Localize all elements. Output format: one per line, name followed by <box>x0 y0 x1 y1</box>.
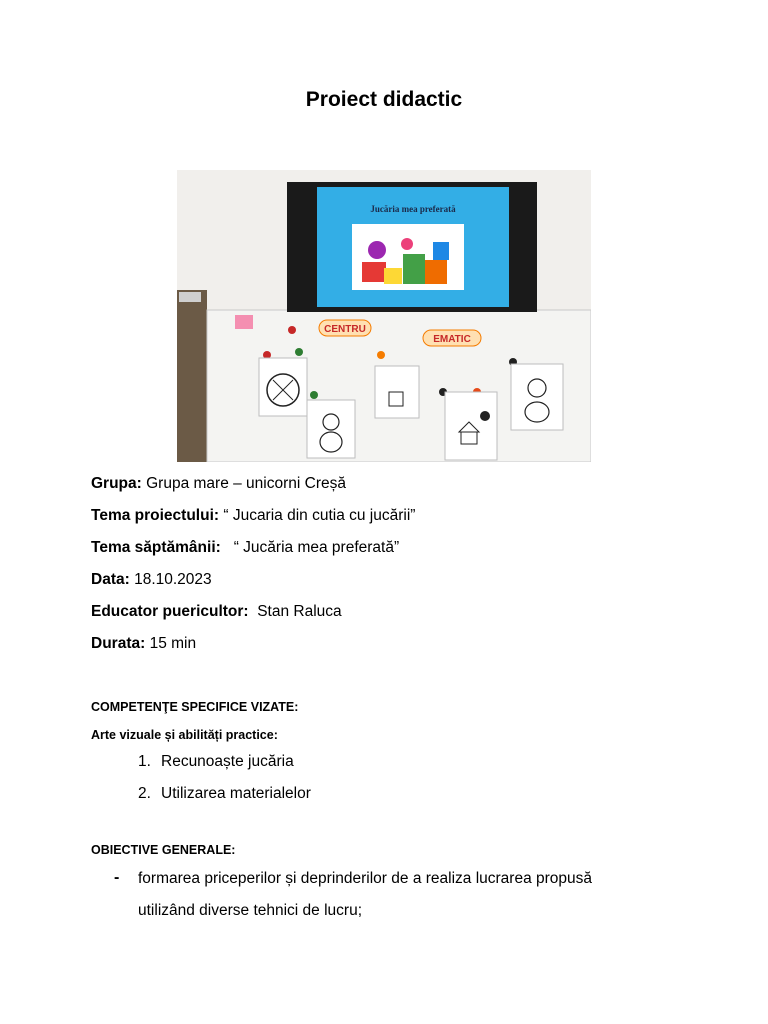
list-item-text: Recunoaște jucăria <box>161 753 294 770</box>
screen-title: Jucăria mea preferată <box>370 204 456 214</box>
worksheet-teddy <box>307 400 355 458</box>
wall-label-right: EMATIC <box>433 334 471 345</box>
competente-heading: COMPETENŢE SPECIFICE VIZATE: <box>91 700 299 714</box>
field-educator-label: Educator puericultor: <box>91 603 249 620</box>
field-tema-proiect-value: “ Jucaria din cutia cu jucării” <box>219 507 416 524</box>
field-tema-saptamanii <box>91 539 399 557</box>
obiective-heading: OBIECTIVE GENERALE: <box>91 843 236 857</box>
field-durata-label: Durata: <box>91 635 146 652</box>
worksheet-house <box>445 392 497 460</box>
sticky-note <box>235 315 253 329</box>
obiective-line-1: formarea priceperilor și deprinderilor de a realiza lucrarea propusă <box>138 870 593 887</box>
field-durata-value: 15 min <box>145 635 197 652</box>
list-item-text: Utilizarea materialelor <box>161 785 311 802</box>
list-item <box>138 785 311 803</box>
classroom-photo <box>177 170 591 462</box>
worksheet-robot <box>375 366 419 418</box>
worksheet-ball <box>259 358 307 416</box>
field-educator <box>91 603 342 621</box>
field-data <box>91 571 212 589</box>
field-grupa-label: Grupa: <box>91 475 142 492</box>
worksheet-doll <box>511 364 563 430</box>
list-item-number: 1. <box>138 753 151 770</box>
field-data-label: Data: <box>91 571 130 588</box>
power-outlet <box>179 292 201 302</box>
bullet-dash: - <box>114 869 120 886</box>
field-data-value: 18.10.2023 <box>129 571 212 588</box>
field-tema-saptamanii-value: “ Jucăria mea preferată” <box>220 539 400 556</box>
field-grupa-value: Grupa mare – unicorni Creșă <box>141 475 346 492</box>
competente-subheading: Arte vizuale și abilități practice: <box>91 728 278 742</box>
field-tema-proiect-label: Tema proiectului: <box>91 507 220 524</box>
field-durata <box>91 635 196 653</box>
field-educator-value: Stan Raluca <box>248 603 342 620</box>
list-item <box>138 753 294 771</box>
field-tema-saptamanii-label: Tema săptămânii: <box>91 539 221 556</box>
page-title: Proiect didactic <box>305 88 463 111</box>
field-tema-proiect <box>91 507 415 525</box>
wall-label-left: CENTRU <box>324 324 366 335</box>
list-item-number: 2. <box>138 785 151 802</box>
field-grupa <box>91 475 346 493</box>
obiective-line-2: utilizând diverse tehnici de lucru; <box>138 902 363 919</box>
